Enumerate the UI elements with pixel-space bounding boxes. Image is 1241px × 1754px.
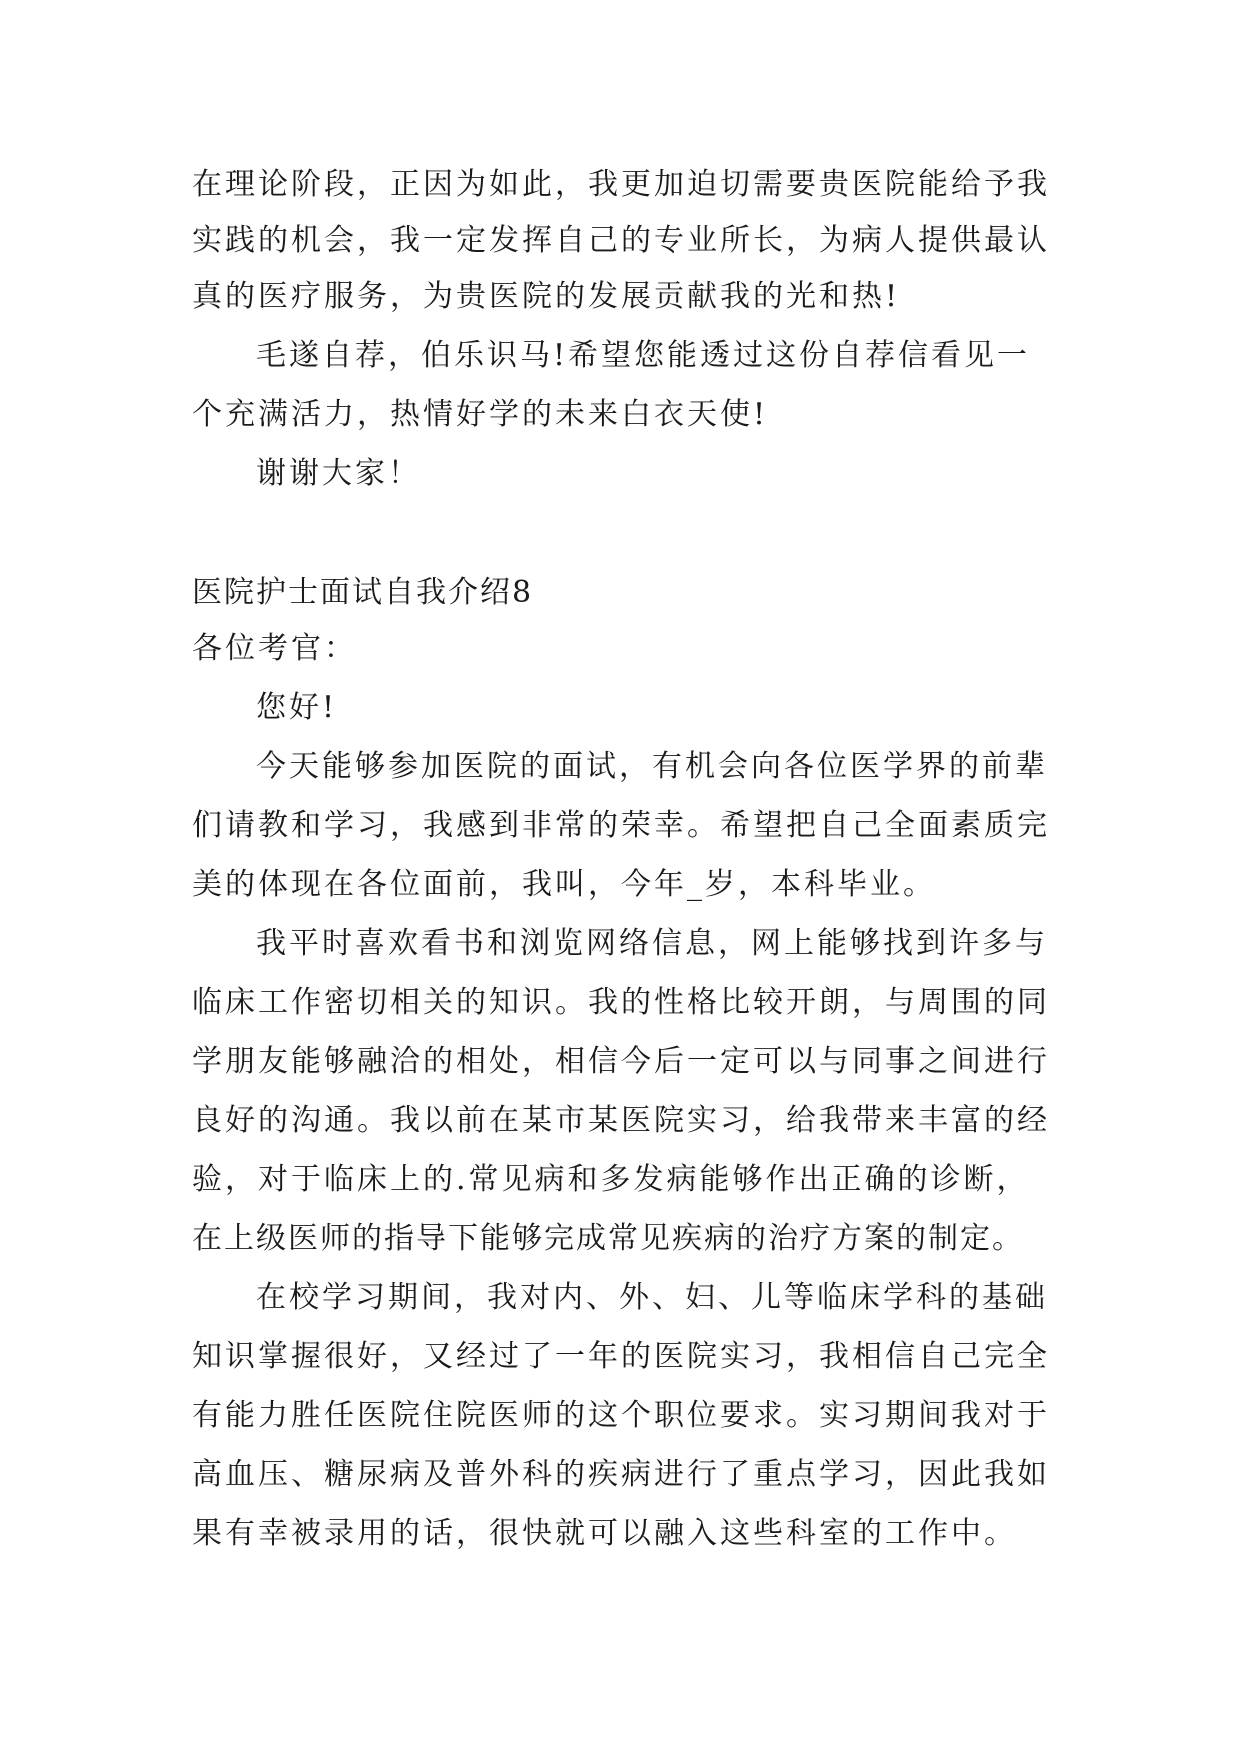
text-line: 高血压、糖尿病及普外科的疾病进行了重点学习，因此我如 — [192, 1457, 1050, 1492]
text-line: 毛遂自荐，伯乐识马!希望您能透过这份自荐信看见一 — [256, 338, 1031, 373]
greeting: 您好! — [256, 690, 338, 725]
text-line: 良好的沟通。我以前在某市某医院实习，给我带来丰富的经 — [192, 1103, 1050, 1138]
text-line: 临床工作密切相关的知识。我的性格比较开朗，与周围的同 — [192, 985, 1050, 1020]
text-line: 在上级医师的指导下能够完成常见疾病的治疗方案的制定。 — [192, 1221, 1024, 1256]
salutation: 各位考官： — [192, 631, 357, 666]
text-line: 我平时喜欢看书和浏览网络信息，网上能够找到许多与 — [256, 926, 1048, 961]
text-line: 真的医疗服务，为贵医院的发展贡献我的光和热! — [192, 279, 901, 314]
text-line: 实践的机会，我一定发挥自己的专业所长，为病人提供最认 — [192, 223, 1050, 258]
text-line: 在理论阶段，正因为如此，我更加迫切需要贵医院能给予我 — [192, 167, 1050, 202]
text-line: 今天能够参加医院的面试，有机会向各位医学界的前辈 — [256, 749, 1048, 784]
text-line: 果有幸被录用的话，很快就可以融入这些科室的工作中。 — [192, 1516, 1017, 1551]
text-line: 个充满活力，热情好学的未来白衣天使! — [192, 397, 769, 432]
section-heading: 医院护士面试自我介绍8 — [192, 575, 534, 610]
text-line: 学朋友能够融洽的相处，相信今后一定可以与同事之间进行 — [192, 1044, 1050, 1079]
text-line: 知识掌握很好，又经过了一年的医院实习，我相信自己完全 — [192, 1339, 1050, 1374]
text-line: 美的体现在各位面前，我叫，今年_岁，本科毕业。 — [192, 867, 936, 902]
text-line: 们请教和学习，我感到非常的荣幸。希望把自己全面素质完 — [192, 808, 1050, 843]
text-line: 谢谢大家！ — [256, 456, 421, 491]
text-line: 验，对于临床上的.常见病和多发病能够作出正确的诊断， — [192, 1162, 1030, 1197]
text-line: 有能力胜任医院住院医师的这个职位要求。实习期间我对于 — [192, 1398, 1050, 1433]
text-line: 在校学习期间，我对内、外、妇、儿等临床学科的基础 — [256, 1280, 1048, 1315]
